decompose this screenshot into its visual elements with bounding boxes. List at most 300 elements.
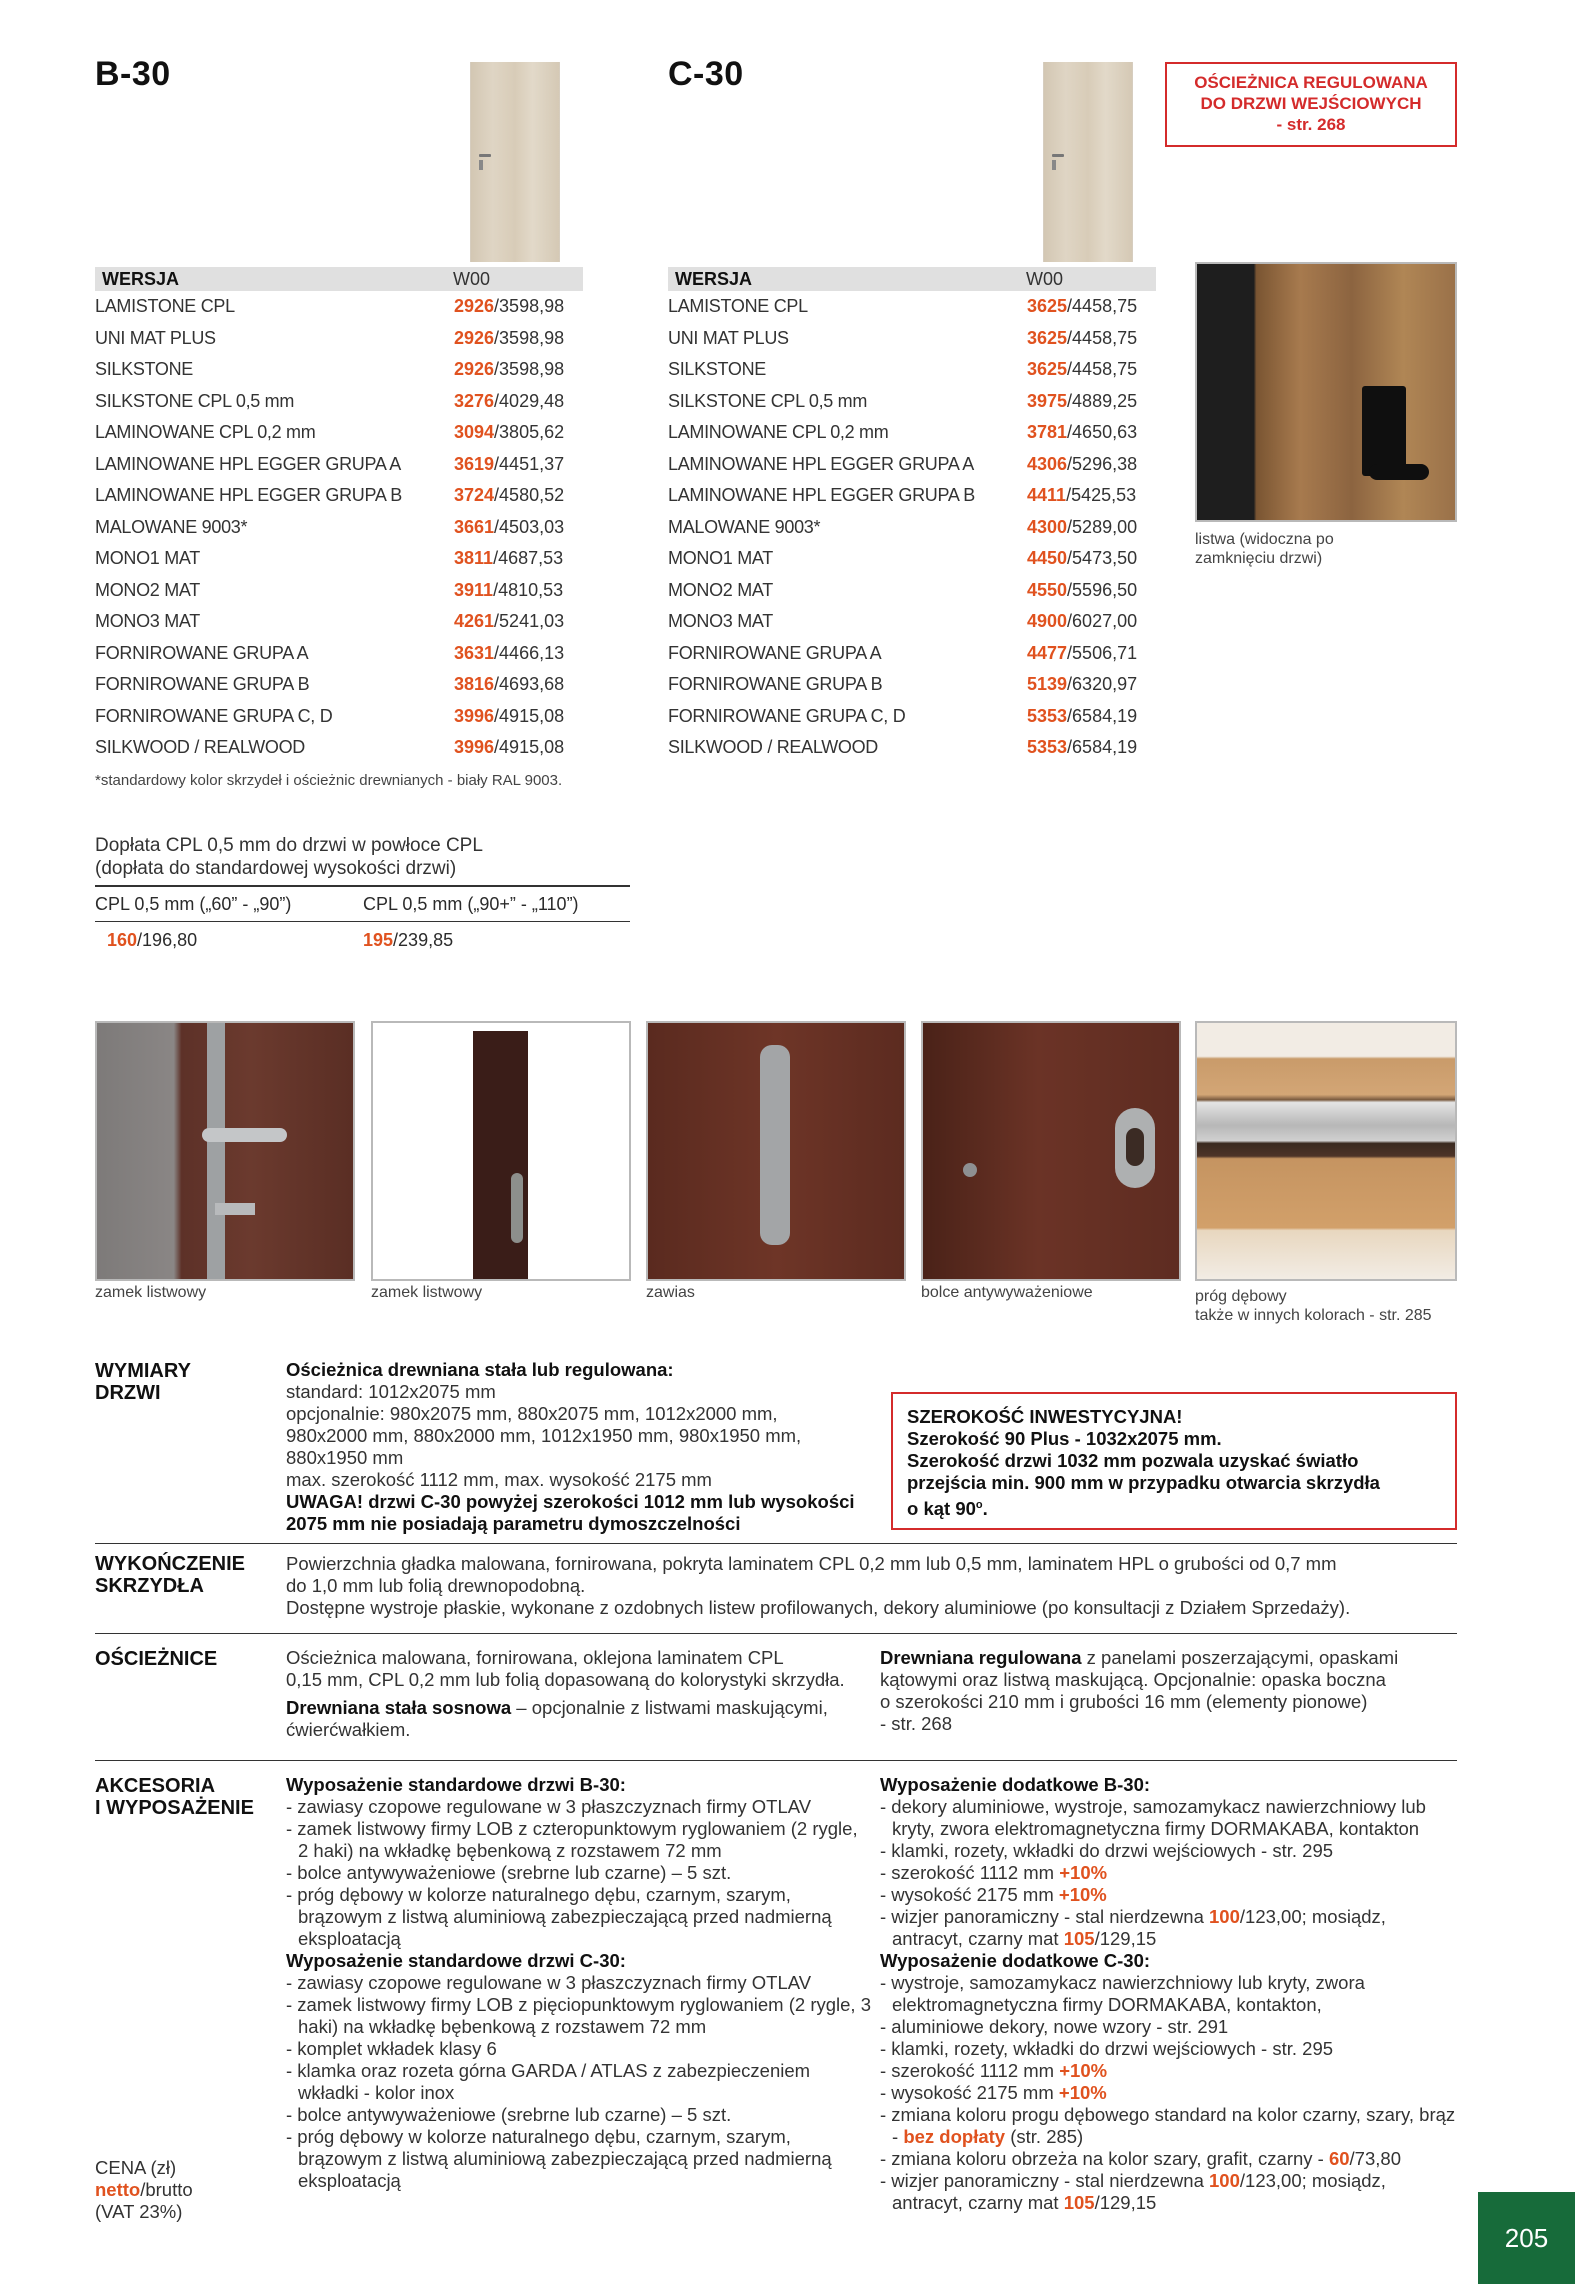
text-line: standard: 1012x2075 mm	[286, 1381, 496, 1402]
gross-price: /5506,71	[1067, 642, 1138, 663]
caption-hinge: zawias	[646, 1284, 695, 1301]
net-price: 3996	[454, 737, 495, 758]
door-handle-icon	[1052, 154, 1064, 157]
text-part: - zmiana koloru obrzeża na kolor szary, grafit, czarny -	[880, 2148, 1329, 2169]
price-cell	[454, 643, 583, 664]
photo-lock-2	[371, 1021, 631, 1281]
section-label-accessories	[95, 1775, 254, 1819]
surcharge-block	[95, 834, 630, 951]
text-line	[880, 1647, 1460, 1669]
list-item: - bolce antywyważeniowe (srebrne lub czarne) – 5 szt.	[286, 2104, 732, 2125]
label-line: AKCESORIA	[95, 1775, 216, 1797]
price-cell	[1027, 517, 1156, 538]
caption-line: także w innych kolorach - str. 285	[1195, 1307, 1432, 1324]
price-row	[668, 638, 1156, 670]
lever-shape	[202, 1128, 287, 1142]
variant-name: SILKWOOD / REALWOOD	[668, 737, 878, 758]
handle-lever-shape	[1369, 464, 1429, 480]
price-cell	[454, 328, 583, 349]
price-cell	[1027, 737, 1156, 758]
price-row	[668, 354, 1156, 386]
frames-text-left	[286, 1647, 876, 1741]
price-cell	[454, 580, 583, 601]
list-item: - komplet wkładek klasy 6	[286, 2038, 497, 2059]
photo-hinge	[646, 1021, 906, 1281]
text-part: - wysokość 2175 mm	[880, 1884, 1059, 1905]
gross-price: /4458,75	[1067, 327, 1138, 348]
price-row	[668, 732, 1156, 764]
legend-line	[95, 2179, 193, 2201]
list-item: - klamka oraz rozeta górna GARDA / ATLAS z zabezpieczeniem wkładki - kolor inox	[286, 2060, 811, 2103]
text-line	[907, 1494, 1441, 1520]
list-item: - próg dębowy w kolorze naturalnego dębu, czarnym, szarym, brązowym z listwą aluminiową zabezpieczającą przed nadmierną eksploatacją	[286, 1884, 832, 1949]
gross-price: /4580,52	[494, 485, 565, 506]
model-title-b30: B-30	[95, 55, 171, 93]
net-price: 4550	[1027, 579, 1068, 600]
notice-line: - str. 268	[1276, 115, 1346, 134]
gross-price: /5296,38	[1067, 453, 1138, 474]
investment-width-box	[891, 1392, 1457, 1530]
gross-price: /129,15	[1094, 1928, 1157, 1949]
surcharge-values	[95, 930, 630, 951]
text-line: SZEROKOŚĆ INWESTYCYJNA!	[907, 1406, 1183, 1427]
door-lock-icon	[479, 160, 483, 170]
list-item	[880, 2104, 1458, 2148]
text-part: - wysokość 2175 mm	[880, 2082, 1059, 2103]
price-rows	[95, 291, 583, 764]
net-price: 160	[107, 930, 138, 950]
price-cell	[1027, 296, 1156, 317]
list-item	[880, 1906, 1458, 1950]
list-item	[880, 1862, 1458, 1884]
price-cell	[454, 706, 583, 727]
gross-price: /4810,53	[493, 579, 564, 600]
text-part: (str. 285)	[1005, 2126, 1084, 2147]
photo-frame-strip	[1195, 262, 1457, 522]
variant-name: LAMINOWANE HPL EGGER GRUPA A	[95, 453, 402, 474]
label-line: SKRZYDŁA	[95, 1575, 204, 1597]
gross-price: /4466,13	[494, 642, 565, 663]
variant-name: LAMISTONE CPL	[95, 296, 235, 317]
gross-price: /4687,53	[493, 548, 564, 569]
frames-text-right	[880, 1647, 1460, 1735]
text-line: Ościeżnica malowana, fornirowana, oklejona laminatem CPL	[286, 1647, 784, 1668]
door-lock-icon	[1052, 160, 1056, 170]
section-label-finish	[95, 1553, 245, 1597]
list-item: - zamek listwowy firmy LOB z czteropunktowym ryglowaniem (2 rygle, 2 haki) na wkładkę bębenkową z rozstawem 72 mm	[286, 1818, 858, 1861]
list-item: - zawiasy czopowe regulowane w 3 płaszczyznach firmy OTLAV	[286, 1972, 812, 1993]
gross-price: /6584,19	[1067, 705, 1138, 726]
price-row	[95, 543, 583, 575]
variant-name: UNI MAT PLUS	[668, 327, 789, 348]
list-item: - dekory aluminiowe, wystroje, samozamykacz nawierzchniowy lub kryty, zwora elektromagnetyczna firmy DORMAKABA, kontakton	[880, 1796, 1426, 1839]
price-cell	[1027, 674, 1156, 695]
net-price: 3625	[1027, 296, 1068, 317]
caption-oak-threshold	[1195, 1287, 1432, 1325]
price-cell	[1027, 580, 1156, 601]
net-price: 3276	[454, 390, 495, 411]
price-row	[668, 575, 1156, 607]
variant-name: UNI MAT PLUS	[95, 327, 216, 348]
variant-name: MONO2 MAT	[668, 579, 773, 600]
variant-name: MONO3 MAT	[668, 611, 773, 632]
price-row	[668, 386, 1156, 418]
caption-line: próg dębowy	[1195, 1288, 1287, 1305]
variant-name: MALOWANE 9003*	[668, 516, 821, 537]
price-cell	[1027, 548, 1156, 569]
text-part: .	[982, 1498, 988, 1520]
gross-price: /5596,50	[1067, 579, 1138, 600]
net-price: 3996	[454, 705, 495, 726]
surcharge-percent: +10%	[1058, 1884, 1107, 1905]
variant-name: FORNIROWANE GRUPA A	[668, 642, 882, 663]
gross-price: /4503,03	[494, 516, 565, 537]
price-row	[95, 480, 583, 512]
add-c30-heading: Wyposażenie dodatkowe C-30:	[880, 1950, 1151, 1971]
variant-name: FORNIROWANE GRUPA B	[95, 674, 310, 695]
std-c30-list	[286, 1972, 871, 2192]
model-title-c30: C-30	[668, 55, 744, 93]
photo-anti-lift-bolts	[921, 1021, 1181, 1281]
text-line: 880x1950 mm	[286, 1447, 404, 1468]
text-line: Powierzchnia gładka malowana, fornirowana, pokryta laminatem CPL 0,2 mm lub 0,5 mm, laminatem HPL o grubości od 0,7 mm	[286, 1553, 1337, 1574]
door-handle-icon	[479, 154, 491, 157]
price-row	[668, 606, 1156, 638]
price-row	[668, 512, 1156, 544]
price-cell	[1027, 454, 1156, 475]
gross-price: /4693,68	[494, 674, 565, 695]
price-row	[95, 323, 583, 355]
variant-name: LAMINOWANE HPL EGGER GRUPA B	[668, 485, 975, 506]
price-row	[668, 480, 1156, 512]
gross-price: /5473,50	[1067, 548, 1138, 569]
gross-price: /3598,98	[494, 359, 565, 380]
variant-name: LAMINOWANE HPL EGGER GRUPA A	[668, 453, 975, 474]
degree-sup: o	[975, 1499, 983, 1511]
net-price: 3975	[1027, 390, 1068, 411]
text-line: do 1,0 mm lub folią drewnopodobną.	[286, 1575, 586, 1596]
price-cell	[454, 517, 583, 538]
legend-line: CENA (zł)	[95, 2157, 177, 2178]
column-header-code: W00	[453, 268, 491, 289]
variant-name: SILKSTONE CPL 0,5 mm	[668, 390, 868, 411]
price-row	[95, 606, 583, 638]
text-line: opcjonalnie: 980x2075 mm, 880x2075 mm, 1012x2000 mm,	[286, 1403, 778, 1424]
label-line: DRZWI	[95, 1382, 161, 1404]
net-price: 3816	[454, 674, 495, 695]
price-cell	[454, 454, 583, 475]
list-item	[880, 2170, 1458, 2214]
gross-price: /4458,75	[1067, 359, 1138, 380]
variant-name: SILKSTONE	[95, 359, 194, 380]
price-rows	[668, 291, 1156, 764]
gross-price: /5241,03	[494, 611, 565, 632]
list-item	[880, 2060, 1458, 2082]
list-item: - aluminiowe dekory, nowe wzory - str. 291	[880, 2016, 1229, 2037]
price-table-c30	[668, 267, 1156, 764]
price-row	[95, 575, 583, 607]
list-item: - klamki, rozety, wkładki do drzwi wejściowych - str. 295	[880, 1840, 1334, 1861]
label-line: WYMIARY	[95, 1360, 191, 1382]
surcharge-value-1	[95, 930, 363, 951]
surcharge-title: Dopłata CPL 0,5 mm do drzwi w powłoce CPL	[95, 835, 483, 856]
net-price: 5353	[1027, 705, 1068, 726]
gross-price: /129,15	[1094, 2192, 1157, 2213]
gross-price: /4889,25	[1067, 390, 1138, 411]
bold-term: Drewniana regulowana	[880, 1647, 1082, 1668]
variant-name: SILKSTONE	[668, 359, 767, 380]
text-line: przejścia min. 900 mm w przypadku otwarcia skrzydła	[907, 1472, 1380, 1493]
text-line: Szerokość 90 Plus - 1032x2075 mm.	[907, 1428, 1222, 1449]
list-item: - bolce antywyważeniowe (srebrne lub czarne) – 5 szt.	[286, 1862, 732, 1883]
text-line: Szerokość drzwi 1032 mm pozwala uzyskać światło	[907, 1450, 1359, 1471]
variant-name: MONO1 MAT	[95, 548, 200, 569]
price-cell	[1027, 706, 1156, 727]
variant-name: MALOWANE 9003*	[95, 516, 248, 537]
table-header	[668, 267, 1156, 291]
finish-text	[286, 1553, 1461, 1619]
price-row	[95, 291, 583, 323]
section-label-frames: OŚCIEŻNICE	[95, 1648, 218, 1670]
price-row	[95, 701, 583, 733]
net-price: 105	[1063, 2192, 1095, 2213]
divider	[95, 1633, 1457, 1634]
variant-name: LAMINOWANE HPL EGGER GRUPA B	[95, 485, 402, 506]
caption-anti-lift-bolts: bolce antywyważeniowe	[921, 1284, 1093, 1301]
list-item	[880, 2082, 1458, 2104]
variant-name: LAMISTONE CPL	[668, 296, 808, 317]
list-item: - zamek listwowy firmy LOB z pięciopunktowym ryglowaniem (2 rygle, 3 haki) na wkładkę bębenkową z rozstawem 72 mm	[286, 1994, 871, 2037]
text-part: - zmiana koloru progu dębowego standard na kolor czarny, szary, brąz -	[880, 2104, 1456, 2147]
gross-price: /4650,63	[1067, 422, 1138, 443]
net-price: 3094	[454, 422, 495, 443]
gross-price: /5289,00	[1067, 516, 1138, 537]
surcharge-col-2: CPL 0,5 mm („90+” - „110”)	[363, 893, 579, 914]
variant-name: LAMINOWANE CPL 0,2 mm	[95, 422, 316, 443]
accessories-standard	[286, 1774, 871, 2192]
text-line: 980x2000 mm, 880x2000 mm, 1012x1950 mm, 980x1950 mm,	[286, 1425, 802, 1446]
text-line: ćwierćwałkiem.	[286, 1719, 411, 1740]
price-cell	[454, 359, 583, 380]
bolt-hole-shape	[1126, 1128, 1144, 1166]
surcharge-percent: +10%	[1059, 1862, 1108, 1883]
price-row	[95, 354, 583, 386]
price-cell	[1027, 422, 1156, 443]
price-row	[668, 701, 1156, 733]
price-cell	[454, 296, 583, 317]
net-price: 4450	[1027, 548, 1068, 569]
net-price: 2926	[454, 327, 495, 348]
accessories-additional	[880, 1774, 1458, 2214]
surcharge-subtitle: (dopłata do standardowej wysokości drzwi)	[95, 858, 457, 879]
net-price: 4306	[1027, 453, 1068, 474]
price-cell	[1027, 359, 1156, 380]
add-b30-heading: Wyposażenie dodatkowe B-30:	[880, 1774, 1151, 1795]
price-legend	[95, 2157, 193, 2223]
net-price: 3619	[454, 453, 495, 474]
hook-shape	[215, 1203, 255, 1215]
price-cell	[1027, 485, 1156, 506]
gross-price: /6320,97	[1067, 674, 1138, 695]
price-row	[668, 669, 1156, 701]
footnote: *standardowy kolor skrzydeł i ościeżnic drewnianych - biały RAL 9003.	[95, 772, 563, 789]
gross-price: /73,80	[1349, 2148, 1401, 2169]
net-price: 4300	[1027, 516, 1068, 537]
lock-strip-shape	[207, 1023, 225, 1281]
price-cell	[1027, 643, 1156, 664]
net-price: 3781	[1027, 422, 1068, 443]
list-item: - wystroje, samozamykacz nawierzchniowy lub kryty, zwora elektromagnetyczna firmy DORMAKABA, kontakton,	[880, 1972, 1365, 2015]
surcharge-col-1: CPL 0,5 mm („60” - „90”)	[95, 893, 292, 914]
column-header-version: WERSJA	[102, 268, 180, 289]
text-line: - str. 268	[880, 1713, 952, 1734]
price-row	[95, 732, 583, 764]
price-row	[95, 512, 583, 544]
column-header-version: WERSJA	[675, 268, 753, 289]
net-price: 2926	[454, 359, 495, 380]
net-price: 3631	[454, 642, 495, 663]
gross-price: /6027,00	[1067, 611, 1138, 632]
price-row	[95, 386, 583, 418]
price-cell	[454, 611, 583, 632]
text-part: - wizjer panoramiczny - stal nierdzewna	[880, 1906, 1210, 1927]
text-part: - wizjer panoramiczny - stal nierdzewna	[880, 2170, 1210, 2191]
surcharge-percent: +10%	[1058, 2082, 1107, 2103]
legend-line: (VAT 23%)	[95, 2201, 183, 2222]
column-header-code: W00	[1026, 268, 1064, 289]
lock-plate-shape	[511, 1173, 523, 1243]
list-item: - klamki, rozety, wkładki do drzwi wejściowych - str. 295	[880, 2038, 1334, 2059]
gross-price: /4458,75	[1067, 296, 1138, 317]
net-price: 3625	[1027, 327, 1068, 348]
variant-name: FORNIROWANE GRUPA C, D	[668, 705, 906, 726]
text-part: /123,00; mosiądz, antracyt, czarny mat	[892, 2170, 1386, 2213]
list-item	[880, 1884, 1458, 1906]
no-charge-label: bez dopłaty	[903, 2126, 1006, 2147]
warning-line: 2075 mm nie posiadają parametru dymoszczelności	[286, 1513, 741, 1534]
price-row	[668, 417, 1156, 449]
price-table-b30	[95, 267, 583, 764]
price-cell	[1027, 611, 1156, 632]
list-item: - zawiasy czopowe regulowane w 3 płaszczyznach firmy OTLAV	[286, 1796, 812, 1817]
net-price: 2926	[454, 296, 495, 317]
gross-price: /3805,62	[494, 422, 565, 443]
caption-frame-strip: listwa (widoczna po zamknięciu drzwi)	[1195, 531, 1334, 567]
net-price: 4900	[1027, 611, 1068, 632]
bolt-head-shape	[963, 1163, 977, 1177]
notice-line: DO DRZWI WEJŚCIOWYCH	[1200, 94, 1422, 113]
price-cell	[454, 737, 583, 758]
price-row	[95, 417, 583, 449]
price-row	[95, 638, 583, 670]
gross-price: /5425,53	[1066, 485, 1137, 506]
caption-lock-2: zamek listwowy	[371, 1284, 483, 1301]
surcharge-header	[95, 885, 630, 922]
price-cell	[1027, 328, 1156, 349]
divider	[95, 1543, 1457, 1544]
text-line	[286, 1697, 876, 1719]
text-part: - szerokość 1112 mm	[880, 1862, 1060, 1883]
gross-price: /4029,48	[494, 390, 565, 411]
gross-price: /4915,08	[494, 737, 565, 758]
label-line: I WYPOSAŻENIE	[95, 1797, 254, 1819]
variant-name: MONO2 MAT	[95, 579, 200, 600]
list-item: - próg dębowy w kolorze naturalnego dębu, czarnym, szarym, brązowym z listwą aluminiową zabezpieczającą przed nadmierną eksploatacją	[286, 2126, 832, 2191]
text-part: z panelami poszerzającymi, opaskami	[1081, 1647, 1399, 1668]
net-price: 4477	[1027, 642, 1068, 663]
page-number: 205	[1478, 2192, 1575, 2284]
variant-name: FORNIROWANE GRUPA A	[95, 642, 309, 663]
price-cell	[454, 674, 583, 695]
door-thumbnail-c30	[1043, 62, 1133, 262]
text-line: max. szerokość 1112 mm, max. wysokość 2175 mm	[286, 1469, 712, 1490]
gross-price: /239,85	[393, 930, 454, 950]
gross-price: /6584,19	[1067, 737, 1138, 758]
net-price: 4261	[454, 611, 495, 632]
gross-price: /4915,08	[494, 705, 565, 726]
net-price: 3724	[454, 485, 495, 506]
text-part: o kąt 90	[907, 1498, 976, 1520]
price-cell	[454, 422, 583, 443]
variant-name: LAMINOWANE CPL 0,2 mm	[668, 422, 889, 443]
price-row	[668, 449, 1156, 481]
net-price: 5353	[1027, 737, 1068, 758]
net-price: 100	[1209, 1906, 1240, 1927]
list-item	[880, 2148, 1458, 2170]
net-price: 60	[1328, 2148, 1350, 2169]
label-line: WYKOŃCZENIE	[95, 1553, 245, 1575]
table-header	[95, 267, 583, 291]
text-line: 0,15 mm, CPL 0,2 mm lub folią dopasowaną do kolorystyki skrzydła.	[286, 1669, 845, 1690]
price-row	[668, 291, 1156, 323]
std-b30-heading: Wyposażenie standardowe drzwi B-30:	[286, 1774, 626, 1795]
price-row	[668, 543, 1156, 575]
dimensions-heading: Ościeżnica drewniana stała lub regulowana:	[286, 1359, 674, 1380]
price-cell	[454, 548, 583, 569]
variant-name: SILKWOOD / REALWOOD	[95, 737, 305, 758]
photo-oak-threshold	[1195, 1021, 1457, 1281]
text-line: Dostępne wystroje płaskie, wykonane z ozdobnych listew profilowanych, dekory aluminiowe (po konsultacji z Działem Sprzedaży).	[286, 1597, 1351, 1618]
frame-notice-box	[1165, 62, 1457, 147]
legend-gross: /brutto	[140, 2179, 193, 2200]
net-price: 4411	[1027, 485, 1067, 506]
door-edge-shape	[473, 1031, 528, 1281]
surcharge-value-2	[363, 930, 453, 951]
door-thumbnail-b30	[470, 62, 560, 262]
variant-name: SILKSTONE CPL 0,5 mm	[95, 390, 295, 411]
price-cell	[1027, 391, 1156, 412]
text-part: – opcjonalnie z listwami maskującymi,	[511, 1697, 828, 1718]
surcharge-percent: +10%	[1059, 2060, 1108, 2081]
net-price: 3625	[1027, 359, 1068, 380]
warning-line: UWAGA! drzwi C-30 powyżej szerokości 1012 mm lub wysokości	[286, 1491, 855, 1512]
dimensions-text	[286, 1359, 886, 1535]
handle-shape	[1362, 386, 1406, 476]
text-part: - szerokość 1112 mm	[880, 2060, 1060, 2081]
notice-line: OŚCIEŻNICA REGULOWANA	[1194, 73, 1428, 92]
net-price: 100	[1209, 2170, 1240, 2191]
bold-term: Drewniana stała sosnowa	[286, 1697, 512, 1718]
caption-lock-1: zamek listwowy	[95, 1284, 207, 1301]
net-price: 5139	[1027, 674, 1068, 695]
variant-name: FORNIROWANE GRUPA C, D	[95, 705, 333, 726]
hinge-shape	[760, 1045, 790, 1245]
divider	[95, 1760, 1457, 1761]
std-c30-heading: Wyposażenie standardowe drzwi C-30:	[286, 1950, 626, 1971]
text-line: o szerokości 210 mm i grubości 16 mm (elementy pionowe)	[880, 1691, 1368, 1712]
photo-lock-1	[95, 1021, 355, 1281]
gross-price: /196,80	[137, 930, 198, 950]
